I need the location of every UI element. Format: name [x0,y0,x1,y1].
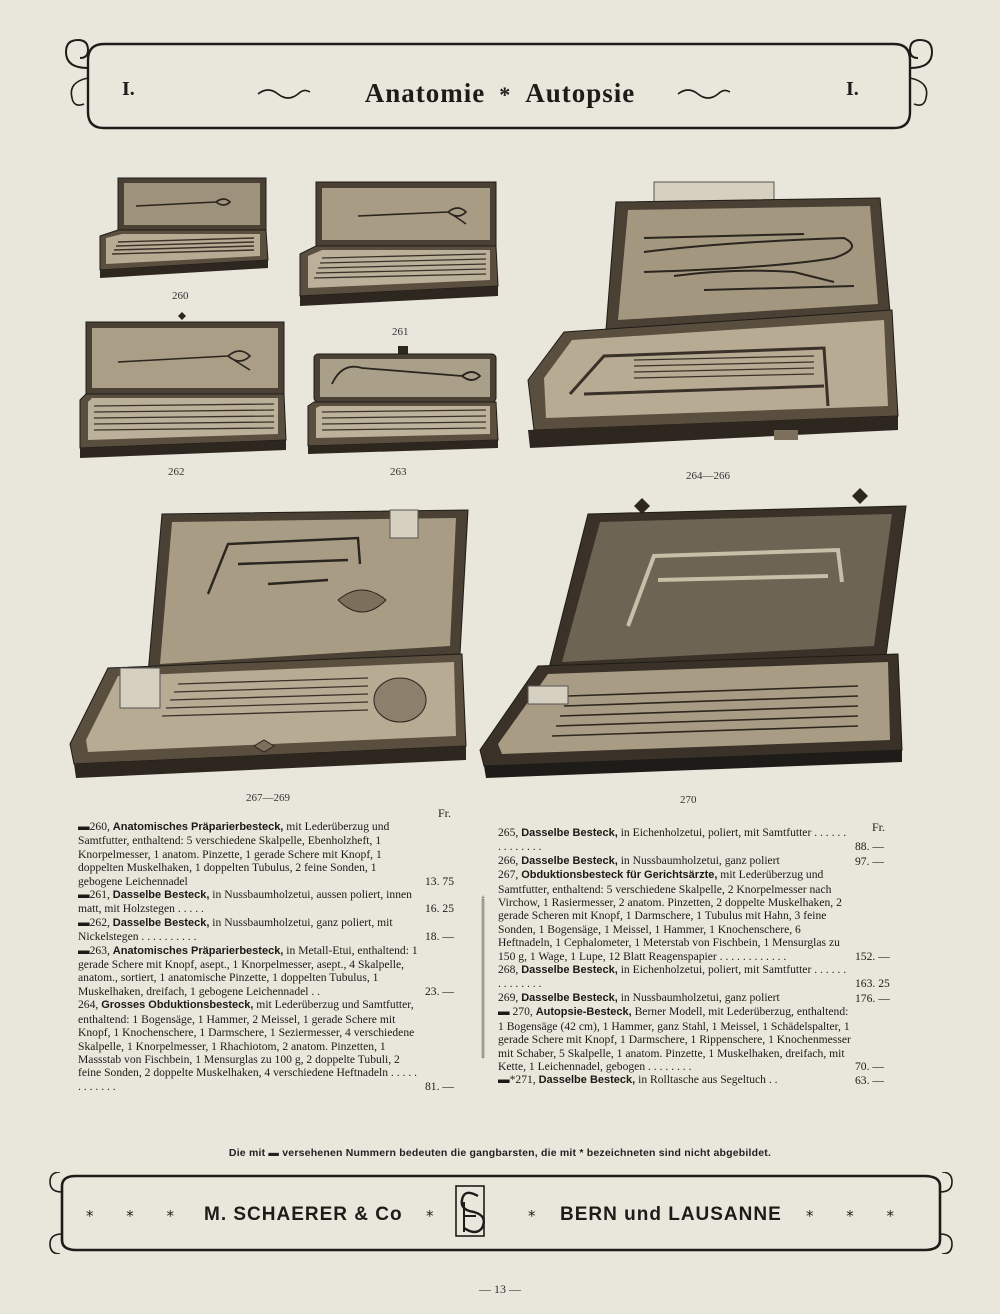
item-price: 97. — [855,854,884,868]
header-left-numeral: I. [122,78,135,100]
figure-261 [298,180,504,308]
item-description: mit Lederüberzug und Samtfutter, enthaltend: 1 Bogensäge, 1 Hammer, 2 Meissel, 1 gerade Schere mit Knopf, 1 Knochenschere, 1 Darmschere, 1 Seziermesser, 4 verschiedene Skalpelle, 1 Knorpelmesser, 1 Rhachiotom, 2 anatom. Pinzetten, 1 Massstab von Fischbein, 1 Mensurglas zu 100 g, 2 doppelte Tubuli, 2 feine Sonden, 2 doppelte Muskelhaken, 4 verschiedene Heftnadeln . . . . . . . . . . . . [78,998,418,1093]
title-star: * [499,82,512,107]
list-item [498,854,895,868]
item-price: 176. — [855,991,890,1005]
item-name: Dasselbe Besteck, [521,991,618,1004]
figure-260-label: 260 [172,290,189,302]
header-right-numeral: I. [846,78,859,100]
case-260-illustration [96,176,272,280]
item-number: 264, [78,998,102,1012]
column-divider [481,812,485,1142]
figure-267-269-label: 267—269 [246,792,290,804]
case-262-illustration [78,312,290,458]
list-item [78,916,465,944]
list-item [498,991,895,1005]
item-description: in Nussbaumholzetui, aussen poliert, innen matt, mit Holzstegen . . . . . [78,888,412,916]
item-description: Berner Modell, mit Lederüberzug, enthaltend: 1 Bogensäge (42 cm), 1 Hammer, ganz Stahl, 1 Meissel, 1 Schädelspalter, 1 gerade Schere mit Knopf, 1 Darmschere, 1 Rippenschere, 1 Knochenmesser mit Schaber, 5 Skalpelle, 1 anatom. Pinzette, 1 Muskelhaken, dreifach, mit Kette, 1 Leichennadel, gebogen . . . . . . . . [498,1005,851,1073]
item-description: in Nussbaumholzetui, ganz poliert [617,853,780,867]
item-price: 63. — [855,1074,884,1088]
list-item [498,868,895,963]
figure-264-266 [524,180,902,462]
item-price: 81. — [425,1079,454,1093]
item-description: in Metall-Etui, enthaltend: 1 gerade Schere mit Knopf, asept., 1 Knorpelmesser, asept., 4 Skalpelle, anatom., sortiert, 1 anatomische Pinzette, 1 doppelten Tubulus, 1 Muskelhaken, dreifach, 1 gebogene Leichennadel . . [78,943,418,998]
item-name: Dasselbe Besteck, [112,889,210,902]
item-name: Obduktionsbesteck für Gerichtsärzte, [521,869,718,882]
item-description: in Rolltasche aus Segeltuch . . [635,1073,778,1087]
figure-267-269 [68,504,472,778]
item-number: ▬262, [78,915,113,929]
item-number: ▬263, [78,943,113,957]
list-item [78,944,465,999]
item-description: in Nussbaumholzetui, ganz poliert, mit Nickelstegen . . . . . . . . . . [78,915,393,944]
item-number: ▬260, [78,820,113,833]
item-name: Autopsie-Besteck, [535,1006,632,1019]
figure-260 [96,176,272,280]
list-item [498,826,895,854]
item-name: Dasselbe Besteck, [538,1074,636,1087]
item-name: Dasselbe Besteck, [521,827,618,839]
item-description: mit Lederüberzug und Samtfutter, enthaltend: 5 verschiedene Skalpelle, Ebenholzheft, 1 Knorpelmesser, 1 anatom. Pinzette, 1 gerade Schere mit Knopf, 1 doppelten Muskelhaken, 1 doppelten Tubulus, 2 feine Sonden, 1 gebogene Leichennadel [78,820,390,888]
figure-264-266-label: 264—266 [686,470,730,482]
footer-star-left: * [426,1207,448,1225]
list-item [78,820,465,888]
item-number: 267, [498,868,522,882]
footer-star-right: * [528,1207,550,1225]
item-price: 88. — [855,840,884,854]
item-price: 70. — [855,1059,884,1073]
company-city: BERN und LAUSANNE [560,1204,782,1225]
list-item [78,998,465,1093]
figure-263-label: 263 [390,466,407,478]
page-title [260,78,740,109]
title-anatomie: Anatomie [364,78,486,108]
list-item [498,1073,895,1087]
item-name: Dasselbe Besteck, [112,916,210,929]
item-price: 152. — [855,949,890,963]
case-261-illustration [298,180,504,308]
item-price: 16. 25 [425,902,454,916]
right-column [498,826,895,1088]
item-price: 18. — [425,930,454,944]
item-number: 265, [498,826,522,839]
page-number: — 13 — [479,1282,521,1296]
right-currency-header: Fr. [872,820,886,834]
item-price: 163. 25 [855,977,890,991]
item-description: in Eichenholzetui, poliert, mit Samtfutter . . . . . . . . . . . . . . [498,963,847,991]
item-number: 269, [498,990,522,1004]
footer-right-stars: * * * [806,1207,909,1225]
item-name: Dasselbe Besteck, [521,854,618,867]
figure-270-label: 270 [680,794,697,806]
figure-261-label: 261 [392,326,409,338]
case-264-266-illustration [524,180,902,462]
item-price: 13. 75 [425,874,454,888]
item-description: in Eichenholzetui, poliert, mit Samtfutter . . . . . . . . . . . . . . [498,826,847,854]
figure-262-label: 262 [168,466,185,478]
list-item [498,963,895,991]
legend-note: Die mit ▬ versehenen Nummern bedeuten die gangbarsten, die mit * bezeichneten sind nicht abgebildet. [228,1147,772,1159]
item-name: Dasselbe Besteck, [521,964,618,977]
item-description: in Nussbaumholzetui, ganz poliert [617,990,780,1004]
case-267-269-illustration [68,504,472,778]
case-263-illustration [306,344,504,454]
left-column [78,820,465,1093]
item-number: ▬ 270, [498,1005,536,1019]
item-number: ▬*271, [498,1073,539,1087]
item-name: Anatomisches Präparierbesteck, [112,821,284,833]
item-number: 266, [498,853,522,867]
list-item [78,888,465,916]
company-name: M. SCHAERER & Co [204,1204,403,1225]
item-name: Grosses Obduktionsbesteck, [101,999,254,1012]
list-item [498,1005,895,1073]
case-270-illustration [478,486,910,778]
item-price: 23. — [425,984,454,998]
item-number: ▬261, [78,888,113,902]
footer-left-stars: * * * [86,1207,189,1225]
item-name: Anatomisches Präparierbesteck, [112,944,284,957]
item-number: 268, [498,963,522,977]
figure-270 [478,486,910,778]
figure-263 [306,344,504,454]
monogram-logo [456,1186,484,1236]
item-description: mit Lederüberzug und Samtfutter, enthaltend: 5 verschiedene Skalpelle, 2 Knorpelmesser nach Virchow, 1 Rasiermesser, 2 anatom. Pinzetten, 2 doppelte Muskelhaken, 2 gerade Scheren mit Knopf, 1 Darmschere, 1 Tubulus mit Hahn, 3 feine Sonden, 1 Bogensäge, 1 Meissel, 1 Hammer, 1 Knochenschere, 6 Heftnadeln, 1 Cephalometer, 1 Meterstab von Fischbein, 1 Mensurglas zu 150 g, 1 Wage, 1 Lupe, 12 Blatt Reagenspapier . . . . . . . . . . . . [498,868,842,963]
title-autopsie: Autopsie [525,78,636,108]
figure-262 [78,312,290,458]
left-currency-header: Fr. [438,806,452,820]
